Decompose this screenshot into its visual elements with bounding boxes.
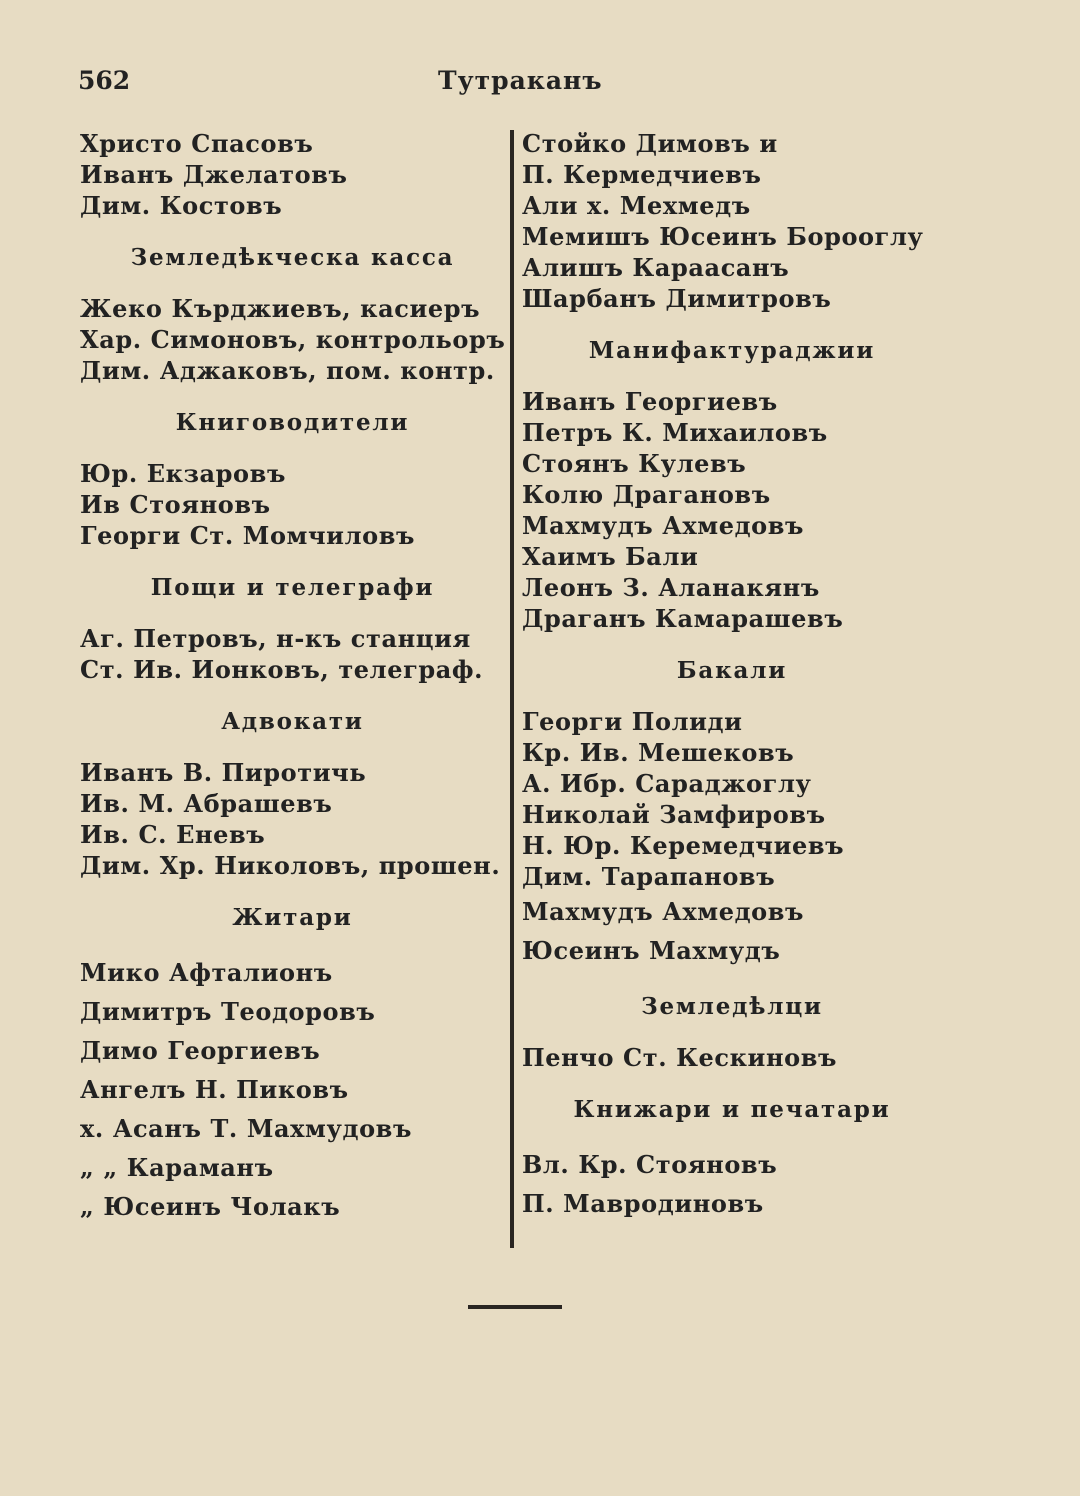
section-heading: Житари <box>232 904 353 931</box>
column-divider <box>510 130 514 1248</box>
section-heading: Адвокати <box>221 708 364 735</box>
list-item: Дим. Костовъ <box>80 191 283 220</box>
list-item: Алишъ Караасанъ <box>522 253 790 282</box>
list-item: Ив. С. Еневъ <box>80 820 266 849</box>
list-item: Леонъ З. Аланакянъ <box>522 573 820 602</box>
list-item: Жеко Кърджиевъ, касиеръ <box>80 294 481 323</box>
list-item: П. Кермедчиевъ <box>522 160 762 189</box>
list-item: П. Мавродиновъ <box>522 1189 764 1218</box>
list-item: Кр. Ив. Мешековъ <box>522 738 795 767</box>
section-heading: Бакали <box>676 657 788 684</box>
page-header <box>78 66 998 106</box>
list-item: Мемишъ Юсеинъ Борооглу <box>522 222 924 251</box>
list-item: Стойко Димовъ и <box>522 129 778 158</box>
list-item: Георги Полиди <box>522 707 743 736</box>
section-heading: Земледѣлци <box>641 993 823 1020</box>
section-heading: Земледѣкческа касса <box>130 244 455 271</box>
section-list <box>522 386 942 634</box>
list-item: Пенчо Ст. Кескиновъ <box>522 1043 838 1072</box>
list-item: Иванъ Джелатовъ <box>80 160 348 189</box>
list-item: „ „ Караманъ <box>80 1153 274 1182</box>
list-item: Хаимъ Бали <box>522 542 699 571</box>
list-item: Петръ К. Михаиловъ <box>522 418 828 447</box>
list-item: Иванъ Георгиевъ <box>522 387 778 416</box>
running-title: Тутраканъ <box>438 66 603 95</box>
list-item: Али х. Мехмедъ <box>522 191 751 220</box>
section-heading: Пощи и телеграфи <box>150 574 435 601</box>
list-item: Юсеинъ Махмудъ <box>522 936 781 965</box>
page-number: 562 <box>78 66 131 95</box>
list-item: Вл. Кр. Стояновъ <box>522 1150 778 1179</box>
section-heading: Манифактураджии <box>588 337 876 364</box>
section-list <box>80 953 505 1226</box>
right-column <box>522 128 942 1223</box>
list-item: Георги Ст. Момчиловъ <box>80 521 415 550</box>
right-top-list <box>522 128 942 314</box>
section-list <box>522 1042 942 1073</box>
section-list <box>80 458 505 551</box>
left-top-list <box>80 128 505 221</box>
list-item: Дим. Хр. Николовъ, прошен. <box>80 851 501 880</box>
end-rule <box>468 1305 562 1309</box>
list-item: Махмудъ Ахмедовъ <box>522 511 805 540</box>
section-list <box>522 706 942 970</box>
section-list <box>80 293 505 386</box>
section-heading: Книжари и печатари <box>573 1096 891 1123</box>
section-list <box>80 757 505 881</box>
list-item: Ст. Ив. Ионковъ, телеграф. <box>80 655 484 684</box>
list-item: Ив. М. Абрашевъ <box>80 789 333 818</box>
list-item: Николай Замфировъ <box>522 800 826 829</box>
list-item: Колю Драгановъ <box>522 480 771 509</box>
list-item: Драганъ Камарашевъ <box>522 604 844 633</box>
list-item: Димо Георгиевъ <box>80 1036 321 1065</box>
list-item: Махмудъ Ахмедовъ <box>522 897 805 926</box>
list-item: Шарбанъ Димитровъ <box>522 284 832 313</box>
list-item: Иванъ В. Пиротичь <box>80 758 367 787</box>
list-item: Хар. Симоновъ, контрольоръ <box>80 325 506 354</box>
left-column <box>80 128 505 1226</box>
list-item: Дим. Аджаковъ, пом. контр. <box>80 356 495 385</box>
list-item: А. Ибр. Сараджоглу <box>522 769 812 798</box>
list-item: х. Асанъ Т. Махмудовъ <box>80 1114 412 1143</box>
section-heading: Книговодители <box>175 409 410 436</box>
list-item: Христо Спасовъ <box>80 129 314 158</box>
list-item: Ив Стояновъ <box>80 490 271 519</box>
list-item: Дим. Тарапановъ <box>522 862 776 891</box>
list-item: Димитръ Теодоровъ <box>80 997 376 1026</box>
list-item: Стоянъ Кулевъ <box>522 449 747 478</box>
list-item: Н. Юр. Керемедчиевъ <box>522 831 845 860</box>
section-list <box>522 1145 942 1223</box>
list-item: Ангелъ Н. Пиковъ <box>80 1075 349 1104</box>
list-item: Аг. Петровъ, н-къ станция <box>80 624 471 653</box>
section-list <box>80 623 505 685</box>
list-item: Мико Афталионъ <box>80 958 333 987</box>
list-item: „ Юсеинъ Чолакъ <box>80 1192 341 1221</box>
list-item: Юр. Екзаровъ <box>80 459 286 488</box>
